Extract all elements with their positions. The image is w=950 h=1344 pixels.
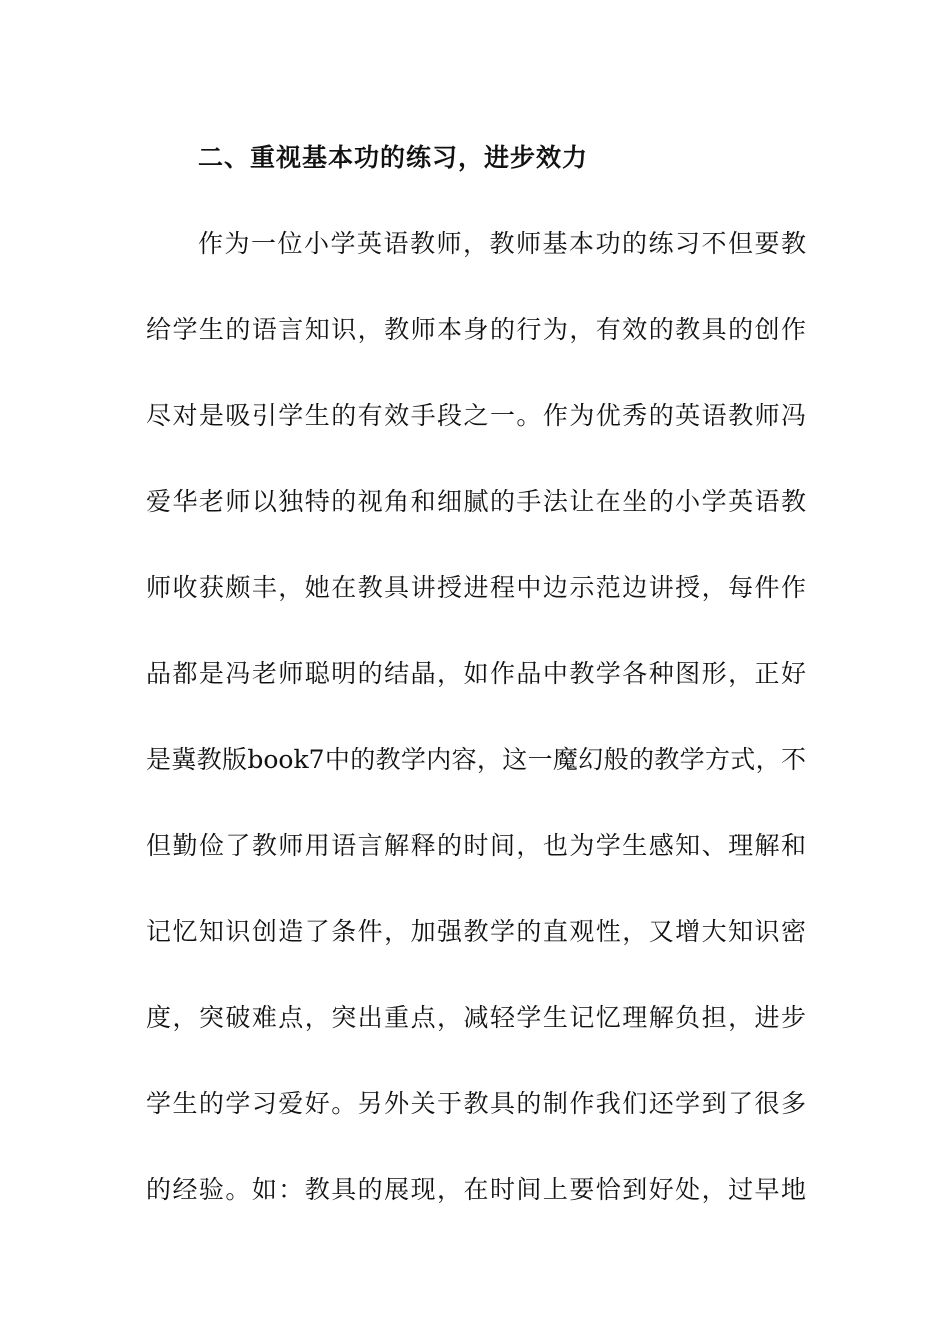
body-paragraph [146, 224, 806, 1256]
paragraph-line: 记忆知识创造了条件，加强教学的直观性，又增大知识密 [146, 917, 806, 946]
paragraph-line: 给学生的语言知识，教师本身的行为，有效的教具的创作 [146, 315, 806, 344]
paragraph-line: 师收获颇丰，她在教具讲授进程中边示范边讲授，每件作 [146, 573, 806, 602]
paragraph-line: 是冀教版book7中的教学内容，这一魔幻般的教学方式，不 [146, 745, 806, 774]
section-heading: 二、重视基本功的练习，进步效力 [198, 143, 589, 172]
paragraph-line: 爱华老师以独特的视角和细腻的手法让在坐的小学英语教 [146, 487, 806, 516]
paragraph-line: 的经验。如：教具的展现，在时间上要恰到好处，过早地 [146, 1175, 806, 1204]
paragraph-line: 尽对是吸引学生的有效手段之一。作为优秀的英语教师冯 [146, 401, 806, 430]
paragraph-line: 作为一位小学英语教师，教师基本功的练习不但要教 [198, 229, 806, 258]
paragraph-line: 品都是冯老师聪明的结晶，如作品中教学各种图形，正好 [146, 659, 806, 688]
paragraph-line: 但勤俭了教师用语言解释的时间，也为学生感知、理解和 [146, 831, 806, 860]
paragraph-line: 学生的学习爱好。另外关于教具的制作我们还学到了很多 [146, 1089, 806, 1118]
paragraph-line: 度，突破难点，突出重点，减轻学生记忆理解负担，进步 [146, 1003, 806, 1032]
